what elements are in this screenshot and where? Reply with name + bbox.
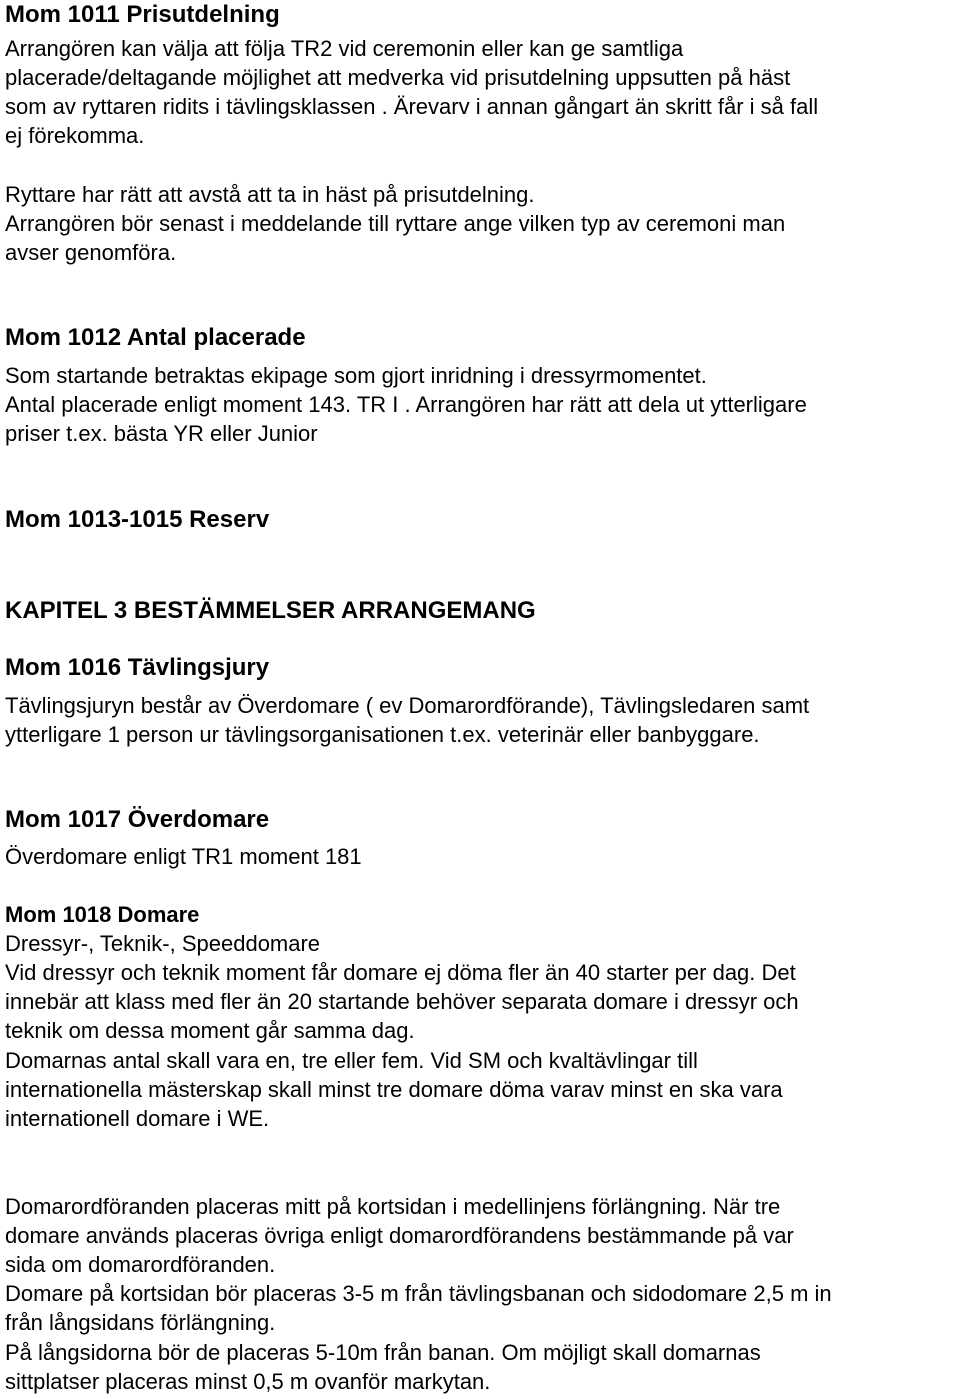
heading-mom-1013-1015: Mom 1013-1015 Reserv (5, 506, 270, 533)
text-line: På långsidorna bör de placeras 5-10m från banan. Om möjligt skall domarnas (5, 1340, 761, 1365)
text-line: teknik om dessa moment går samma dag. (5, 1018, 415, 1043)
text-line: Arrangören kan välja att följa TR2 vid ceremonin eller kan ge samtliga (5, 36, 684, 61)
heading-mom-1017: Mom 1017 Överdomare (5, 806, 270, 833)
text-line: Vid dressyr och teknik moment får domare ej döma fler än 40 starter per dag. Det (5, 960, 796, 985)
text-line: Domarordföranden placeras mitt på kortsidan i medellinjens förlängning. När tre (5, 1194, 781, 1219)
heading-mom-1012: Mom 1012 Antal placerade (5, 324, 306, 351)
text-line: ytterligare 1 person ur tävlingsorganisationen t.ex. veterinär eller banbyggare. (5, 722, 760, 747)
text-line: Domare på kortsidan bör placeras 3-5 m från tävlingsbanan och sidodomare 2,5 m in (5, 1281, 832, 1306)
text-line: Domarnas antal skall vara en, tre eller fem. Vid SM och kvaltävlingar till (5, 1048, 698, 1073)
text-line: priser t.ex. bästa YR eller Junior (5, 421, 318, 446)
text-line: internationell domare i WE. (5, 1106, 270, 1131)
heading-mom-1011: Mom 1011 Prisutdelning (5, 1, 280, 28)
heading-mom-1018: Mom 1018 Domare (5, 902, 200, 927)
heading-mom-1016: Mom 1016 Tävlingsjury (5, 654, 270, 681)
text-line: placerade/deltagande möjlighet att medverka vid prisutdelning uppsutten på häst (5, 65, 791, 90)
heading-kapitel-3: KAPITEL 3 BESTÄMMELSER ARRANGEMANG (5, 597, 536, 624)
text-line: ej förekomma. (5, 123, 145, 148)
text-line: internationella mästerskap skall minst tre domare döma varav minst en ska vara (5, 1077, 783, 1102)
text-line: Tävlingsjuryn består av Överdomare ( ev Domarordförande), Tävlingsledaren samt (5, 693, 810, 718)
text-line: Överdomare enligt TR1 moment 181 (5, 844, 362, 869)
text-line: från långsidans förlängning. (5, 1310, 276, 1335)
text-line: sida om domarordföranden. (5, 1252, 276, 1277)
text-line: som av ryttaren ridits i tävlingsklassen . Ärevarv i annan gångart än skritt får i så fall (5, 94, 819, 119)
text-line: Antal placerade enligt moment 143. TR I . Arrangören har rätt att dela ut ytterligare (5, 392, 807, 417)
text-line: domare används placeras övriga enligt domarordförandens bestämmande på var (5, 1223, 794, 1248)
text-line: innebär att klass med fler än 20 startande behöver separata domare i dressyr och (5, 989, 799, 1014)
text-line: avser genomföra. (5, 240, 177, 265)
text-line: Arrangören bör senast i meddelande till ryttare ange vilken typ av ceremoni man (5, 211, 786, 236)
text-line: Dressyr-, Teknik-, Speeddomare (5, 931, 321, 956)
text-line: Som startande betraktas ekipage som gjort inridning i dressyrmomentet. (5, 363, 707, 388)
text-line: sittplatser placeras minst 0,5 m ovanför markytan. (5, 1369, 491, 1394)
text-line: Ryttare har rätt att avstå att ta in häst på prisutdelning. (5, 182, 535, 207)
